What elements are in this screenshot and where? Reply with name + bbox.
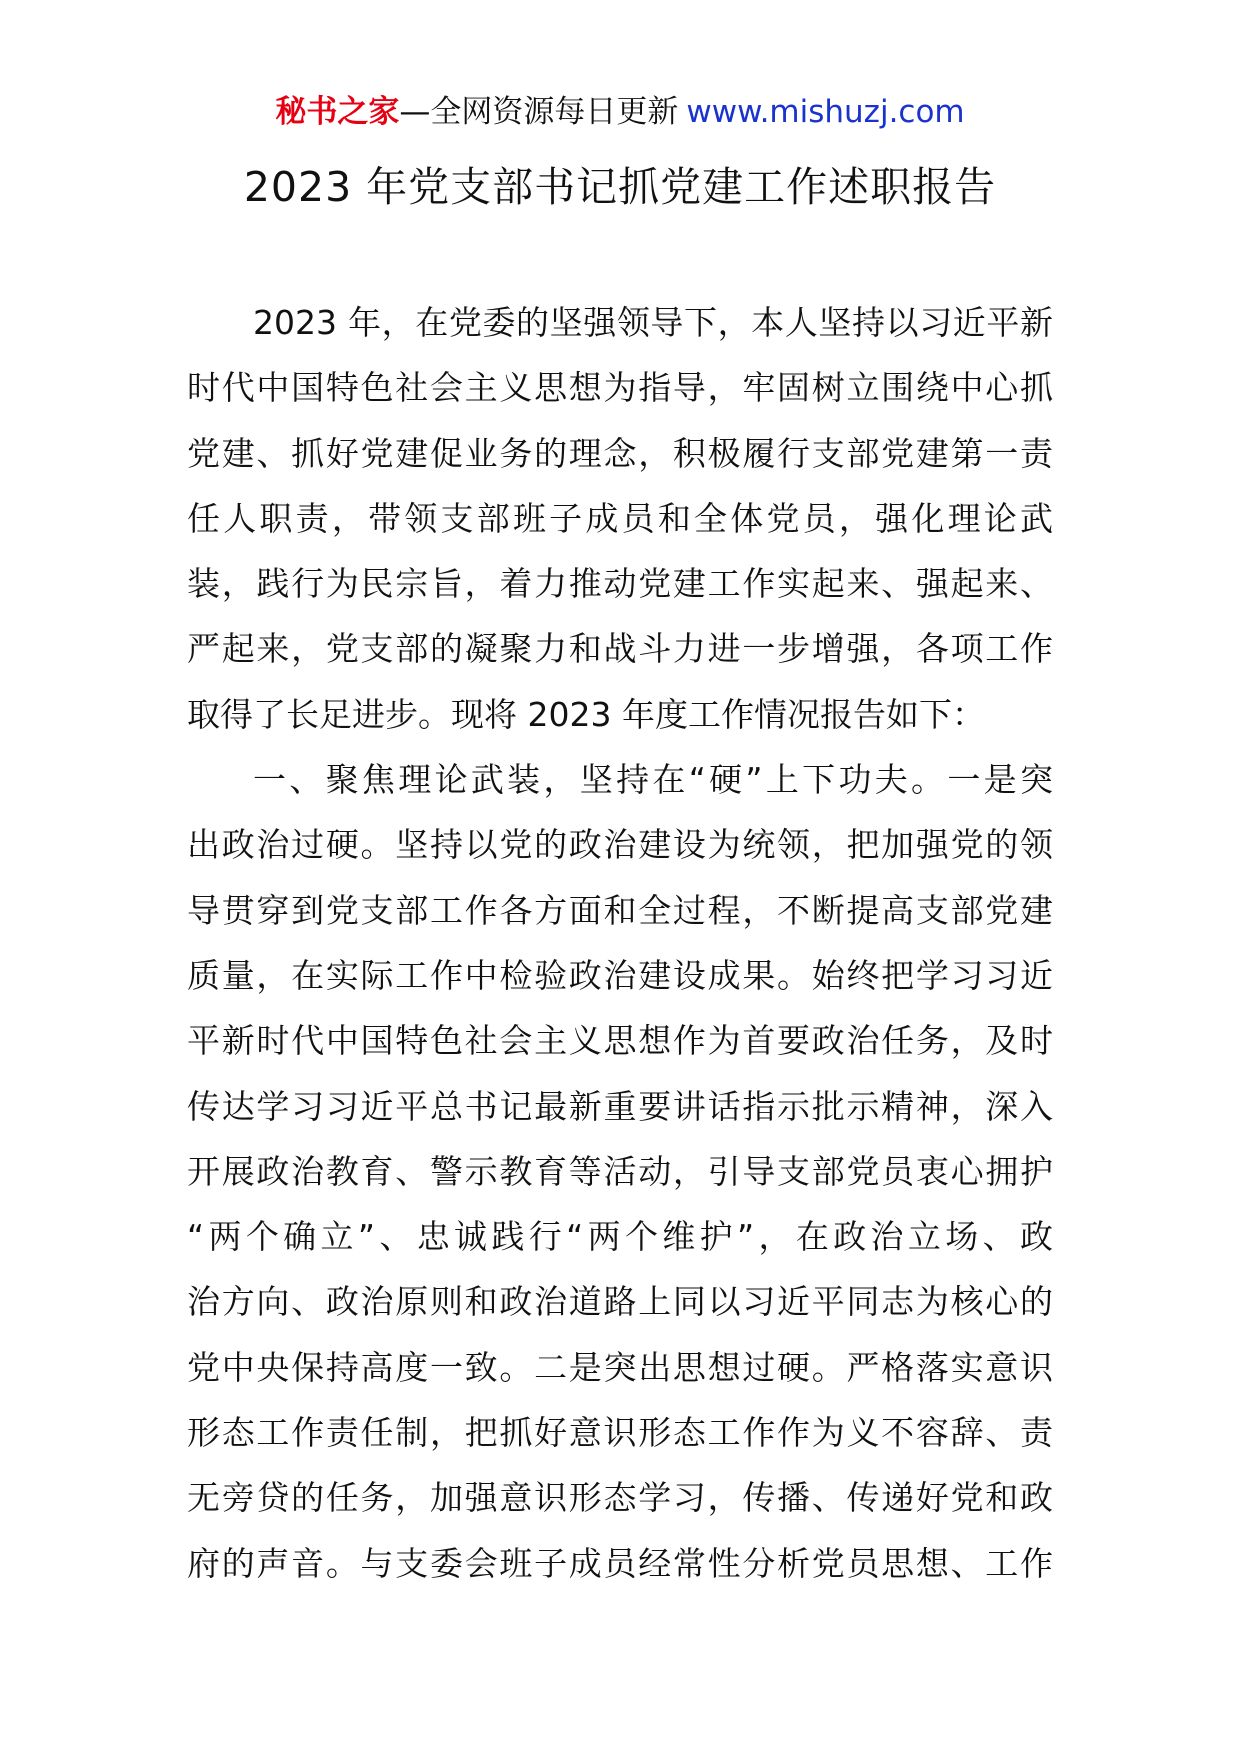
- paragraph-line: 开展政治教育、警示教育等活动，引导支部党员衷心拥护: [187, 1151, 1053, 1191]
- paragraph-line: 严起来，党支部的凝聚力和战斗力进一步增强，各项工作: [187, 629, 1053, 669]
- brand-name: 秘书之家: [275, 94, 400, 130]
- paragraph-line: 形态工作责任制，把抓好意识形态工作作为义不容辞、责: [187, 1413, 1053, 1453]
- paragraph-line: 党中央保持高度一致。二是突出思想过硬。严格落实意识: [187, 1347, 1053, 1387]
- banner-tagline: —全网资源每日更新: [399, 94, 679, 130]
- paragraph-line: 治方向、政治原则和政治道路上同以习近平同志为核心的: [187, 1282, 1053, 1322]
- paragraph-line: 出政治过硬。坚持以党的政治建设为统领，把加强党的领: [187, 825, 1053, 865]
- paragraph-line: “两个确立”、忠诚践行“两个维护”，在政治立场、政: [187, 1217, 1053, 1257]
- paragraph-line: 时代中国特色社会主义思想为指导，牢固树立围绕中心抓: [187, 368, 1053, 408]
- document-title: 2023 年党支部书记抓党建工作述职报告: [243, 163, 997, 211]
- site-banner: [0, 92, 1240, 132]
- paragraph-line: 质量，在实际工作中检验政治建设成果。始终把学习习近: [187, 955, 1053, 995]
- paragraph-line: 导贯穿到党支部工作各方面和全过程，不断提高支部党建: [187, 890, 1053, 930]
- paragraph-line: 无旁贷的任务，加强意识形态学习，传播、传递好党和政: [187, 1478, 1053, 1518]
- site-link[interactable]: www.mishuzj.com: [686, 94, 965, 130]
- paragraph-line: 取得了长足进步。现将 2023 年度工作情况报告如下：: [187, 694, 985, 734]
- paragraph-line: 装，践行为民宗旨，着力推动党建工作实起来、强起来、: [187, 564, 1053, 604]
- paragraph-line: 2023 年，在党委的坚强领导下，本人坚持以习近平新: [253, 303, 1053, 342]
- paragraph-line: 任人职责，带领支部班子成员和全体党员，强化理论武: [187, 498, 1053, 538]
- paragraph-line: 府的声音。与支委会班子成员经常性分析党员思想、工作: [187, 1543, 1053, 1583]
- document-body: [187, 290, 1053, 1596]
- paragraph-line: 党建、抓好党建促业务的理念，积极履行支部党建第一责: [187, 433, 1053, 473]
- paragraph-line: 传达学习习近平总书记最新重要讲话指示批示精神，深入: [187, 1086, 1053, 1126]
- section-heading-line: 一、聚焦理论武装，坚持在“硬”上下功夫。一是突: [253, 760, 1053, 800]
- paragraph-line: 平新时代中国特色社会主义思想作为首要政治任务，及时: [187, 1021, 1053, 1061]
